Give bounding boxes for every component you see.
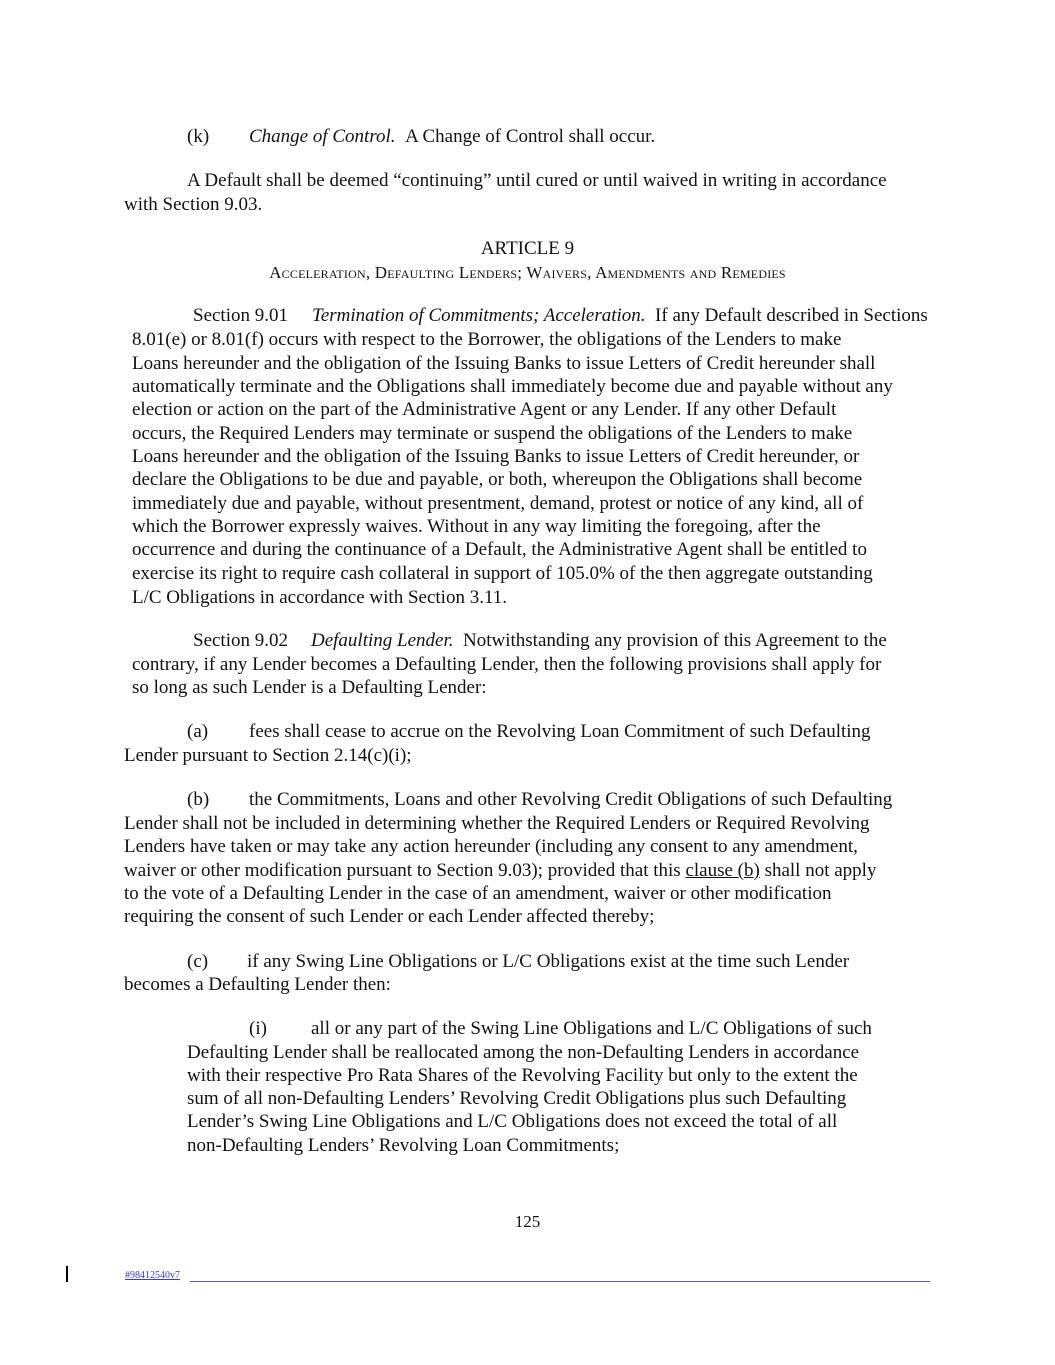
para-b-line-4 (124, 859, 876, 883)
para-c-i-line: Lender’s Swing Line Obligations and L/C Obligations does not exceed the total of all (187, 1111, 838, 1132)
section-9-01-line: election or action on the part of the Administrative Agent or any Lender. If any other Default (132, 399, 837, 420)
para-k-text: A Change of Control shall occur. (405, 126, 656, 147)
page-number: 125 (514, 1212, 541, 1231)
para-default-line: with Section 9.03. (124, 194, 263, 215)
para-k (187, 125, 655, 149)
section-9-01-first-line (193, 304, 928, 328)
section-9-01-line: Loans hereunder and the obligation of the Issuing Banks to issue Letters of Credit hereunder shall (132, 353, 876, 374)
para-default-line: A Default shall be deemed “continuing” until cured or until waived in writing in accordance (187, 170, 887, 191)
para-c-i-line: non-Defaulting Lenders’ Revolving Loan Commitments; (187, 1135, 620, 1156)
para-b-line-4-pre: waiver or other modification pursuant to Section 9.03); provided that this (124, 860, 681, 881)
para-b-line: Lenders have taken or may take any action hereunder (including any consent to any amendment, (124, 836, 858, 857)
clause-b-reference: clause (b) (685, 860, 760, 881)
section-9-02-heading: Defaulting Lender. (311, 630, 454, 651)
section-9-02-label: Section 9.02 (193, 630, 288, 651)
section-9-02-line: Notwithstanding any provision of this Agreement to the (463, 630, 887, 651)
para-c-i-line: sum of all non-Defaulting Lenders’ Revolving Credit Obligations plus such Defaulting (187, 1088, 847, 1109)
section-9-01-line: automatically terminate and the Obligations shall immediately become due and payable without any (132, 376, 893, 397)
para-k-label: (k) (187, 126, 210, 147)
section-9-01-line: occurrence and during the continuance of a Default, the Administrative Agent shall be entitled to (132, 539, 867, 560)
para-a-line: Lender pursuant to Section 2.14(c)(i); (124, 745, 412, 766)
para-b-line-4-post: shall not apply (764, 860, 877, 881)
article-number: ARTICLE 9 (480, 238, 575, 259)
section-9-01-line: declare the Obligations to be due and payable, or both, whereupon the Obligations shall become (132, 469, 863, 490)
revision-bar (66, 1266, 68, 1282)
para-c-i-line: Defaulting Lender shall be reallocated among the non-Defaulting Lenders in accordance (187, 1042, 860, 1063)
section-9-01-line: 8.01(e) or 8.01(f) occurs with respect to the Borrower, the obligations of the Lenders to make (132, 329, 842, 350)
section-9-01-line: Loans hereunder and the obligation of the Issuing Banks to issue Letters of Credit hereunder, or (132, 446, 860, 467)
para-a-label: (a) (187, 721, 209, 742)
section-9-02-line: contrary, if any Lender becomes a Defaulting Lender, then the following provisions shall apply for (132, 654, 882, 675)
section-9-01-label: Section 9.01 (193, 305, 288, 326)
para-a-first-line (187, 720, 871, 744)
section-9-01-line: immediately due and payable, without presentment, demand, protest or notice of any kind, all of (132, 493, 864, 514)
para-b-label: (b) (187, 789, 210, 810)
section-9-01-line: exercise its right to require cash collateral in support of 105.0% of the then aggregate outstanding (132, 563, 873, 584)
para-b-first-line (187, 788, 892, 812)
section-9-01-line: L/C Obligations in accordance with Section 3.11. (132, 587, 507, 608)
para-c-line: if any Swing Line Obligations or L/C Obligations exist at the time such Lender (247, 951, 850, 972)
para-c-i-line: with their respective Pro Rata Shares of the Revolving Facility but only to the extent the (187, 1065, 858, 1086)
para-c-label: (c) (187, 951, 209, 972)
para-c-i-first-line (249, 1017, 872, 1041)
para-b-line: to the vote of a Defaulting Lender in the case of an amendment, waiver or other modification (124, 883, 832, 904)
section-9-01-heading: Termination of Commitments; Acceleration. (312, 305, 646, 326)
para-c-first-line (187, 950, 849, 974)
section-9-01-line: If any Default described in Sections (655, 305, 928, 326)
article-title: Acceleration, Defaulting Lenders; Waivers, Amendments and Remedies (269, 263, 786, 282)
para-a-line: fees shall cease to accrue on the Revolving Loan Commitment of such Defaulting (249, 721, 871, 742)
para-c-i-label: (i) (249, 1018, 267, 1039)
section-9-02-first-line (193, 629, 887, 653)
document-id-link[interactable]: #98412540v7 (125, 1270, 180, 1281)
para-c-line: becomes a Defaulting Lender then: (124, 974, 391, 995)
para-b-line: requiring the consent of such Lender or each Lender affected thereby; (124, 906, 655, 927)
section-9-01-line: which the Borrower expressly waives. Without in any way limiting the foregoing, after the (132, 516, 821, 537)
para-b-line: Lender shall not be included in determining whether the Required Lenders or Required Revolving (124, 813, 870, 834)
section-9-02-line: so long as such Lender is a Defaulting Lender: (132, 677, 487, 698)
para-k-heading: Change of Control. (249, 126, 396, 147)
para-b-line: the Commitments, Loans and other Revolving Credit Obligations of such Defaulting (249, 789, 893, 810)
para-c-i-line: all or any part of the Swing Line Obligations and L/C Obligations of such (311, 1018, 872, 1039)
footer-rule (190, 1281, 930, 1282)
section-9-01-line: occurs, the Required Lenders may terminate or suspend the obligations of the Lenders to make (132, 423, 853, 444)
